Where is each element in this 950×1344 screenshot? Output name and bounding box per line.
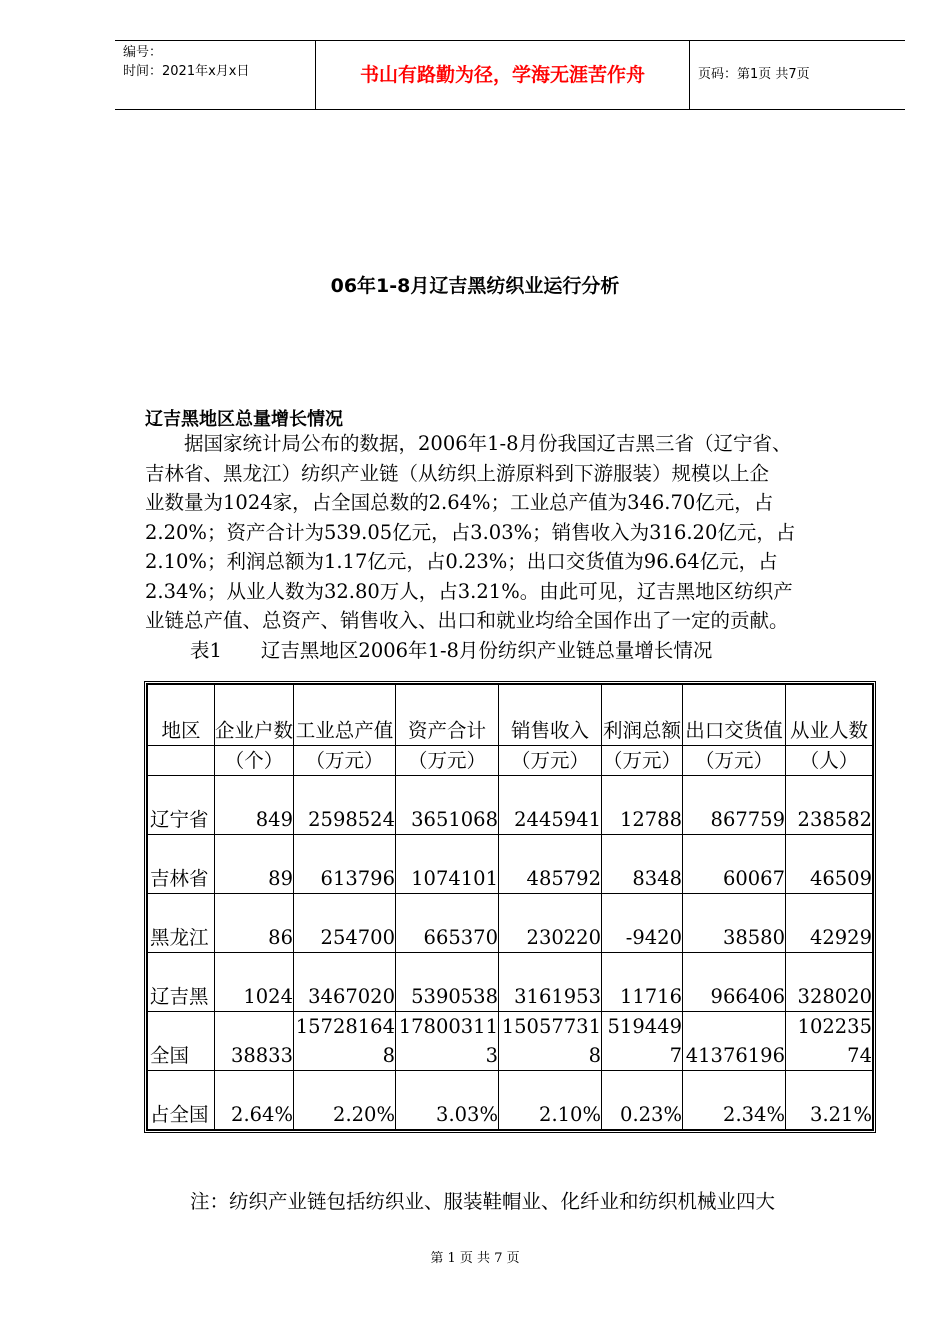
paragraph-line: 业数量为1024家，占全国总数的2.64%；工业总产值为346.70亿元，占 [145,491,774,514]
table-cell: 38580 [683,894,786,953]
paragraph-line: 吉林省、黑龙江）纺织产业链（从纺织上游原料到下游服装）规模以上企 [145,461,770,485]
region-cell: 辽吉黑 [148,953,215,1012]
header-time-label: 时间：2021年x月x日 [123,64,250,79]
unit-cell: （万元） [294,746,396,776]
table-cell: 38833 [215,1012,294,1071]
table-header-row [148,685,873,746]
header-cell: 从业人数 [786,685,873,746]
body-paragraph [145,429,880,636]
table-row [148,953,873,1012]
table-cell: 10223574 [786,1012,873,1071]
table-cell: 12788 [602,776,683,835]
table-cell: 3.21% [786,1071,873,1130]
document-title: 06年1-8月辽吉黑纺织业运行分析 [330,275,620,297]
unit-cell: （万元） [499,746,602,776]
table-cell: 254700 [294,894,396,953]
table-cell: 5390538 [396,953,499,1012]
table-cell: 8348 [602,835,683,894]
table-cell: 150577318 [499,1012,602,1071]
header-cell: 销售收入 [499,685,602,746]
header-cell: 企业户数 [215,685,294,746]
table-cell: 2.20% [294,1071,396,1130]
table-cell: 41376196 [683,1012,786,1071]
table-cell: 665370 [396,894,499,953]
table-cell: 3.03% [396,1071,499,1130]
table-unit-row [148,746,873,776]
table-cell: 86 [215,894,294,953]
unit-cell [148,746,215,776]
header-cell: 资产合计 [396,685,499,746]
page-footer: 第 1 页 共 7 页 [430,1251,520,1266]
header-cell: 出口交货值 [683,685,786,746]
table-cell: 328020 [786,953,873,1012]
table-cell: 46509 [786,835,873,894]
table-cell: 11716 [602,953,683,1012]
table-note: 注：纺织产业链包括纺织业、服装鞋帽业、化纤业和纺织机械业四大 [190,1190,776,1213]
table-cell: 60067 [683,835,786,894]
region-cell: 全国 [148,1012,215,1071]
table-cell: 89 [215,835,294,894]
unit-cell: （人） [786,746,873,776]
table-cell: 2598524 [294,776,396,835]
table-cell: 2.34% [683,1071,786,1130]
unit-cell: （万元） [396,746,499,776]
table-row [148,835,873,894]
table-cell: 0.23% [602,1071,683,1130]
table-cell: 966406 [683,953,786,1012]
table-cell: 613796 [294,835,396,894]
region-cell: 吉林省 [148,835,215,894]
table-cell: 230220 [499,894,602,953]
table-cell: 3161953 [499,953,602,1012]
data-table [144,681,876,1133]
header-number-label: 编号： [123,45,163,60]
header-meta [115,41,316,109]
region-cell: 占全国 [148,1071,215,1130]
table-cell: 2.10% [499,1071,602,1130]
unit-cell: （个） [215,746,294,776]
table-row [148,1071,873,1130]
unit-cell: （万元） [602,746,683,776]
header-motto: 书山有路勤为径，学海无涯苦作舟 [316,41,690,109]
table-caption: 表1 辽吉黑地区2006年1-8月份纺织产业链总量增长情况 [190,639,713,662]
table-cell: 849 [215,776,294,835]
table-cell: 3467020 [294,953,396,1012]
paragraph-line: 2.34%；从业人数为32.80万人，占3.21%。由此可见，辽吉黑地区纺织产 [145,579,793,603]
table-cell: 867759 [683,776,786,835]
section-heading: 辽吉黑地区总量增长情况 [145,409,343,430]
header-page-info: 页码：第1页 共7页 [698,67,810,82]
table-row [148,894,873,953]
table-cell: 178003113 [396,1012,499,1071]
table-cell: 1074101 [396,835,499,894]
paragraph-line: 2.10%；利润总额为1.17亿元，占0.23%；出口交货值为96.64亿元，占 [145,550,778,573]
table-row [148,776,873,835]
table-cell: 1024 [215,953,294,1012]
table-cell: 2.64% [215,1071,294,1130]
header-cell: 利润总额 [602,685,683,746]
table-cell: 238582 [786,776,873,835]
header-cell: 地区 [148,685,215,746]
table-cell: 3651068 [396,776,499,835]
table-cell: 485792 [499,835,602,894]
table-row [148,1012,873,1071]
unit-cell: （万元） [683,746,786,776]
table-cell: 2445941 [499,776,602,835]
page-header [115,40,905,110]
table-cell: -9420 [602,894,683,953]
region-cell: 辽宁省 [148,776,215,835]
region-cell: 黑龙江 [148,894,215,953]
paragraph-line: 2.20%；资产合计为539.05亿元，占3.03%；销售收入为316.20亿元，占 [145,520,796,544]
table-cell: 42929 [786,894,873,953]
paragraph-line: 据国家统计局公布的数据，2006年1-8月份我国辽吉黑三省（辽宁省、 [145,432,792,455]
table-cell: 157281648 [294,1012,396,1071]
header-cell: 工业总产值 [294,685,396,746]
table-cell: 5194497 [602,1012,683,1071]
paragraph-line: 业链总产值、总资产、销售收入、出口和就业均给全国作出了一定的贡献。 [145,609,789,632]
